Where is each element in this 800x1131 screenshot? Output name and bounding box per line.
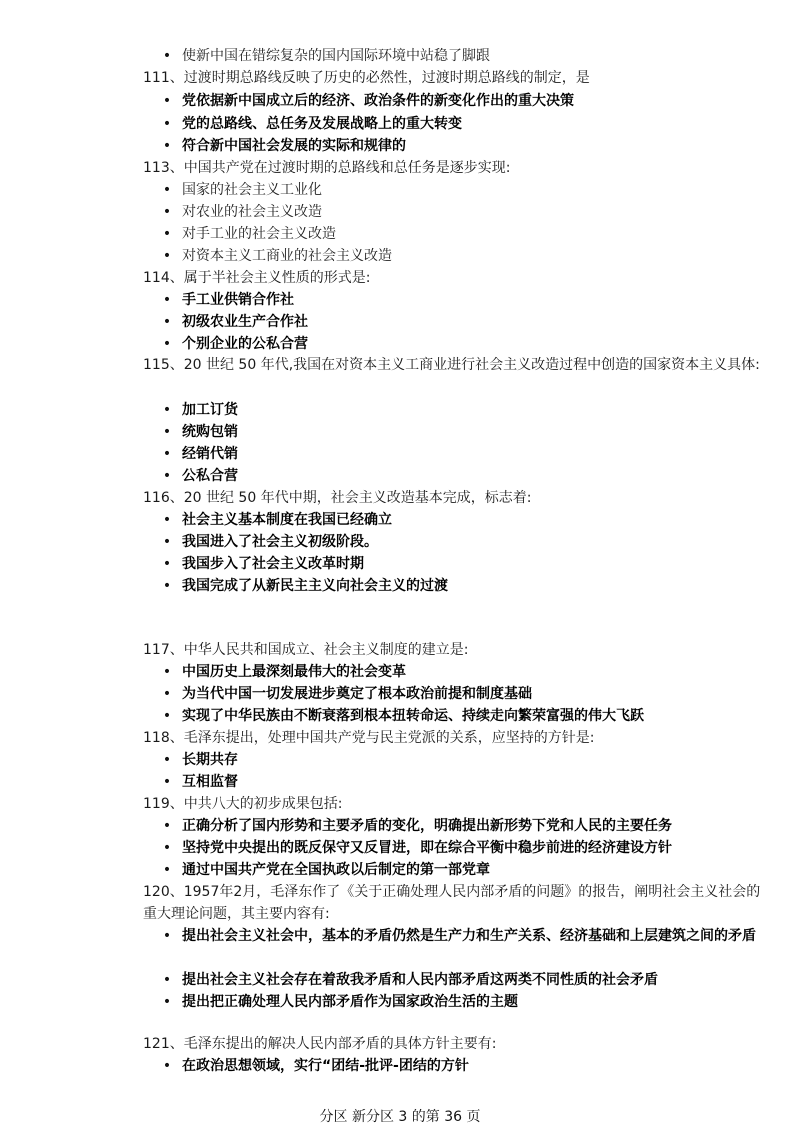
- bullet-icon: •: [162, 664, 172, 680]
- list-item: • 党的总路线、总任务及发展战略上的重大转变: [161, 113, 761, 135]
- question-114: 114、属于半社会主义性质的形式是:: [143, 270, 371, 286]
- bullet-icon: •: [162, 138, 172, 154]
- list-item: • 加工订货: [161, 399, 761, 421]
- bullet-icon: •: [162, 578, 172, 594]
- bullet-icon: •: [162, 446, 172, 462]
- list-item: • 提出把正确处理人民内部矛盾作为国家政治生活的主题: [161, 991, 761, 1013]
- question-117: 117、中华人民共和国成立、社会主义制度的建立是:: [143, 642, 469, 658]
- bullet-icon: •: [162, 116, 172, 132]
- list-item: • 我国进入了社会主义初级阶段。: [161, 531, 761, 553]
- bullet-icon: •: [162, 182, 172, 198]
- list-item: • 我国步入了社会主义改革时期: [161, 553, 761, 575]
- list-item: • 为当代中国一切发展进步奠定了根本政治前提和制度基础: [161, 683, 761, 705]
- bullet-icon: •: [162, 774, 172, 790]
- bullet-icon: •: [162, 1058, 172, 1074]
- list-item: • 正确分析了国内形势和主要矛盾的变化，明确提出新形势下党和人民的主要任务: [161, 815, 761, 837]
- bullet-icon: •: [162, 556, 172, 572]
- question-113: 113、中国共产党在过渡时期的总路线和总任务是逐步实现:: [143, 160, 511, 176]
- list-item: • 对资本主义工商业的社会主义改造: [161, 245, 761, 267]
- list-item: • 手工业供销合作社: [161, 289, 761, 311]
- bullet-icon: •: [162, 928, 172, 944]
- bullet-icon: •: [162, 226, 172, 242]
- list-item: • 初级农业生产合作社: [161, 311, 761, 333]
- bullet-icon: •: [162, 686, 172, 702]
- list-item: • 长期共存: [161, 749, 761, 771]
- bullet-icon: •: [162, 840, 172, 856]
- bullet-icon: •: [162, 314, 172, 330]
- question-120: 120、1957年2月，毛泽东作了《关于正确处理人民内部矛盾的问题》的报告，阐明社会主义社会的重大理论问题，其主要内容有:: [143, 884, 761, 922]
- bullet-icon: •: [162, 93, 172, 109]
- bullet-icon: •: [162, 994, 172, 1010]
- question-111: 111、过渡时期总路线反映了历史的必然性，过渡时期总路线的制定，是: [143, 70, 590, 86]
- bullet-icon: •: [162, 512, 172, 528]
- question-118: 118、毛泽东提出，处理中国共产党与民主党派的关系，应坚持的方针是:: [143, 730, 595, 746]
- question-115: 115、20 世纪 50 年代,我国在对资本主义工商业进行社会主义改造过程中创造的国家资本主义具体:: [143, 357, 760, 373]
- list-item: • 符合新中国社会发展的实际和规律的: [161, 135, 761, 157]
- bullet-icon: •: [162, 424, 172, 440]
- list-item: • 对农业的社会主义改造: [161, 201, 761, 223]
- question-116: 116、20 世纪 50 年代中期，社会主义改造基本完成，标志着:: [143, 490, 532, 506]
- bullet-icon: •: [162, 818, 172, 834]
- bullet-icon: •: [162, 972, 172, 988]
- list-item: • 互相监督: [161, 771, 761, 793]
- bullet-icon: •: [162, 402, 172, 418]
- bullet-icon: •: [162, 204, 172, 220]
- list-item: • 坚持党中央提出的既反保守又反冒进，即在综合平衡中稳步前进的经济建设方针: [161, 837, 761, 859]
- list-item: • 使新中国在错综复杂的国内国际环境中站稳了脚跟: [161, 45, 761, 67]
- page-footer: 分区 新分区 3 的第 36 页: [319, 1109, 481, 1125]
- bullet-icon: •: [162, 336, 172, 352]
- list-item: • 国家的社会主义工业化: [161, 179, 761, 201]
- list-item: • 提出社会主义社会存在着敌我矛盾和人民内部矛盾这两类不同性质的社会矛盾: [161, 969, 761, 991]
- list-item: • 社会主义基本制度在我国已经确立: [161, 509, 761, 531]
- bullet-icon: •: [162, 468, 172, 484]
- list-item: • 对手工业的社会主义改造: [161, 223, 761, 245]
- list-item: • 中国历史上最深刻最伟大的社会变革: [161, 661, 761, 683]
- bullet-icon: •: [162, 248, 172, 264]
- question-121: 121、毛泽东提出的解决人民内部矛盾的具体方针主要有:: [143, 1036, 497, 1052]
- list-item: • 经销代销: [161, 443, 761, 465]
- list-item: • 公私合营: [161, 465, 761, 487]
- bullet-icon: •: [162, 292, 172, 308]
- list-item: • 通过中国共产党在全国执政以后制定的第一部党章: [161, 859, 761, 881]
- bullet-icon: •: [162, 708, 172, 724]
- list-item: • 在政治思想领域，实行“团结-批评-团结的方针: [161, 1055, 761, 1077]
- bullet-icon: •: [162, 862, 172, 878]
- list-item: • 我国完成了从新民主主义向社会主义的过渡: [161, 575, 761, 597]
- list-item: • 实现了中华民族由不断衰落到根本扭转命运、持续走向繁荣富强的伟大飞跃: [161, 705, 761, 727]
- bullet-icon: •: [162, 752, 172, 768]
- list-item: • 统购包销: [161, 421, 761, 443]
- list-item: • 个别企业的公私合营: [161, 333, 761, 355]
- bullet-icon: •: [162, 48, 172, 64]
- bullet-icon: •: [162, 534, 172, 550]
- list-item: • 党依据新中国成立后的经济、政治条件的新变化作出的重大决策: [161, 90, 761, 112]
- question-119: 119、中共八大的初步成果包括:: [143, 796, 343, 812]
- list-item: • 提出社会主义社会中，基本的矛盾仍然是生产力和生产关系、经济基础和上层建筑之间的矛盾: [161, 925, 761, 947]
